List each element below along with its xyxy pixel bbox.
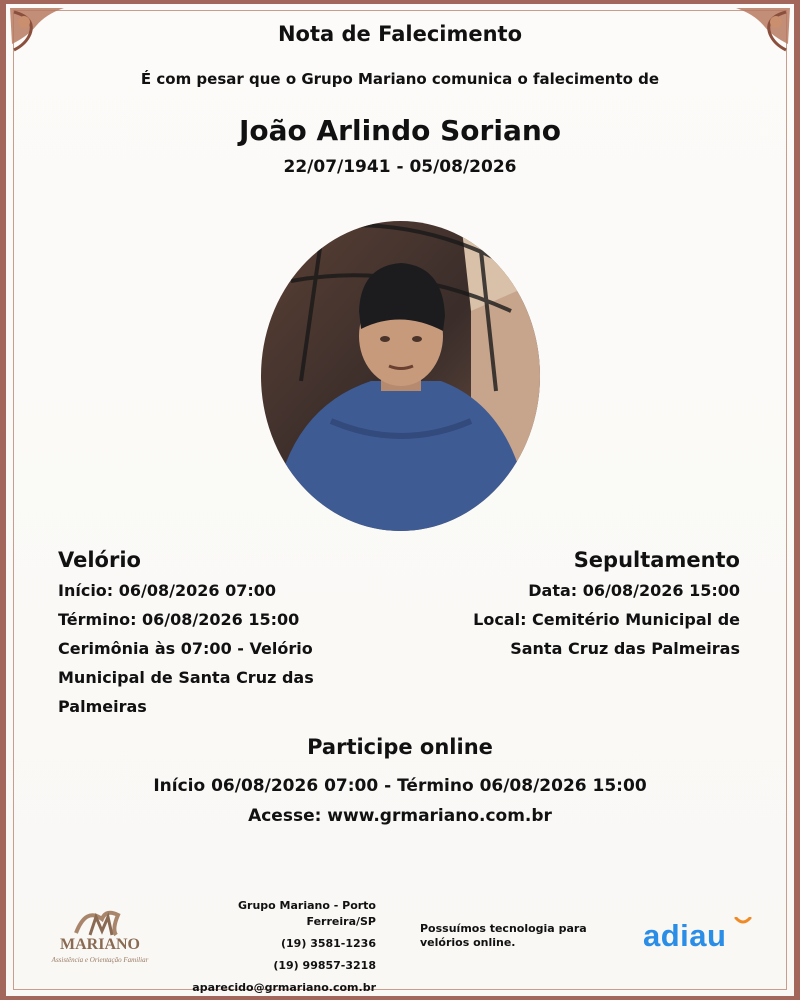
sepultamento-section <box>420 548 740 663</box>
company-line-2: Ferreira/SP <box>306 915 376 928</box>
adiau-accent-icon <box>734 917 752 925</box>
tech-line-2: velórios online. <box>420 936 516 949</box>
adiau-brand-logo: adiau <box>643 918 727 953</box>
contact-block <box>180 898 376 1000</box>
company-name <box>180 898 376 930</box>
velorio-title: Velório <box>58 548 141 572</box>
online-title: Participe online <box>307 735 493 759</box>
logo-tagline: Assistência e Orientação Familiar <box>51 956 149 964</box>
velorio-end: Término: 06/08/2026 15:00 <box>58 610 300 629</box>
tech-note <box>420 922 610 950</box>
phone-1[interactable]: (19) 3581-1236 <box>281 937 376 950</box>
deceased-name: João Arlindo Soriano <box>238 114 562 147</box>
online-url-link[interactable]: Acesse: www.grmariano.com.br <box>248 806 552 826</box>
velorio-start: Início: 06/08/2026 07:00 <box>58 581 277 600</box>
velorio-ceremony-line-2: Municipal de Santa Cruz das <box>58 668 314 687</box>
sepultamento-date: Data: 06/08/2026 15:00 <box>528 581 740 600</box>
company-line-1: Grupo Mariano - Porto <box>237 899 376 912</box>
online-times: Início 06/08/2026 07:00 - Término 06/08/2026 15:00 <box>153 776 647 796</box>
deceased-photo <box>261 221 540 531</box>
velorio-ceremony-line-3: Palmeiras <box>58 697 147 716</box>
velorio-section <box>58 548 368 721</box>
sepultamento-title: Sepultamento <box>573 548 740 572</box>
logo-text: MARIANO <box>60 936 140 953</box>
notice-intro: É com pesar que o Grupo Mariano comunica o falecimento de <box>140 70 660 88</box>
life-dates: 22/07/1941 - 05/08/2026 <box>283 157 517 177</box>
email-link[interactable]: aparecido@grmariano.com.br <box>192 981 376 994</box>
tech-line-1: Possuímos tecnologia para <box>420 922 587 935</box>
phone-2[interactable]: (19) 99857-3218 <box>273 959 376 972</box>
sepultamento-place-line-1: Local: Cemitério Municipal de <box>473 610 740 629</box>
notice-title: Nota de Falecimento <box>277 22 523 46</box>
sepultamento-place-line-2: Santa Cruz das Palmeiras <box>510 639 740 658</box>
velorio-ceremony-line-1: Cerimônia às 07:00 - Velório <box>58 639 313 658</box>
mariano-logo-icon <box>46 905 154 967</box>
